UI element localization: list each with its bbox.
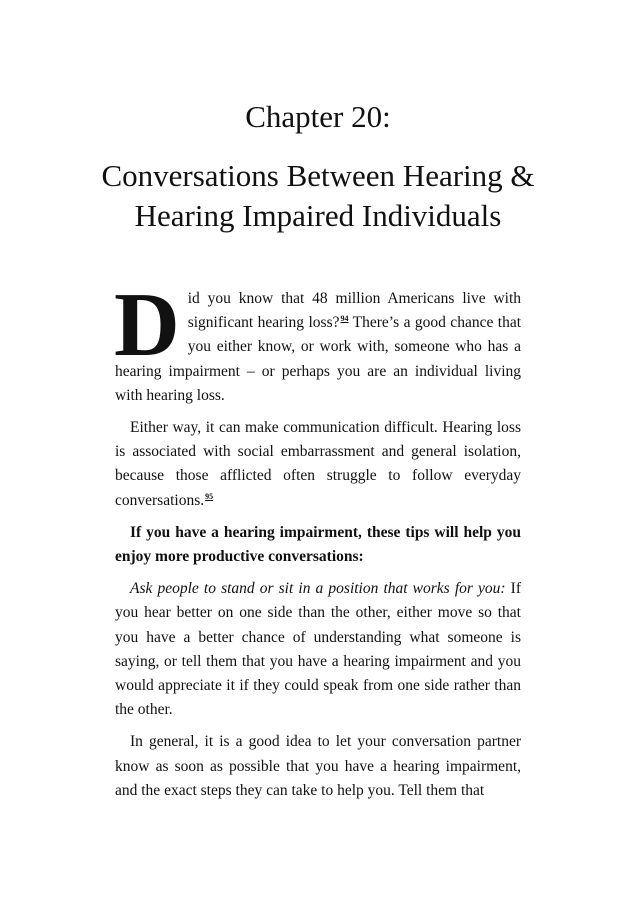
either-way-text: Either way, it can make communication difficult. Hearing loss is associated with social embarrassment and general isolation, because those afflicted often struggle to follow everyday conversations. [115,419,521,509]
tip-position-lead: Ask people to stand or sit in a position that works for you: [130,580,506,598]
footnote-marker-95[interactable]: 95 [205,491,214,501]
paragraph-either-way [115,416,521,513]
paragraph-tip-position [115,577,521,722]
intro-text-part-2: There’s a good chance that you either know, or work with, someone who has a hearing impairment – or perhaps you are an individual living with hearing loss. [115,314,522,404]
intro-text-part-1: id you know that 48 million Americans live with significant hearing loss? [187,290,521,332]
paragraph-tips-heading: If you have a hearing impairment, these tips will help you enjoy more productive conversations: [115,523,521,566]
drop-cap-letter: D [114,274,180,375]
tip-position-text: If you hear better on one side than the other, either move so that you have a better chance of understanding what someone is saying, or tell them that you have a hearing impairment and you would appreciate it if they could speak from one side rather than the other. [115,580,521,719]
chapter-title-heading: Conversations Between Hearing & Hearing Impaired Individuals [101,158,535,233]
chapter-number-heading: Chapter 20: [245,99,391,134]
paragraph-intro [114,274,522,408]
paragraph-in-general: In general, it is a good idea to let your conversation partner know as soon as possible that you have a hearing impairment, and the exact steps they can take to help you. Tell them that [115,733,521,799]
footnote-marker-94[interactable]: 94 [340,314,349,324]
chapter-body [114,274,522,811]
